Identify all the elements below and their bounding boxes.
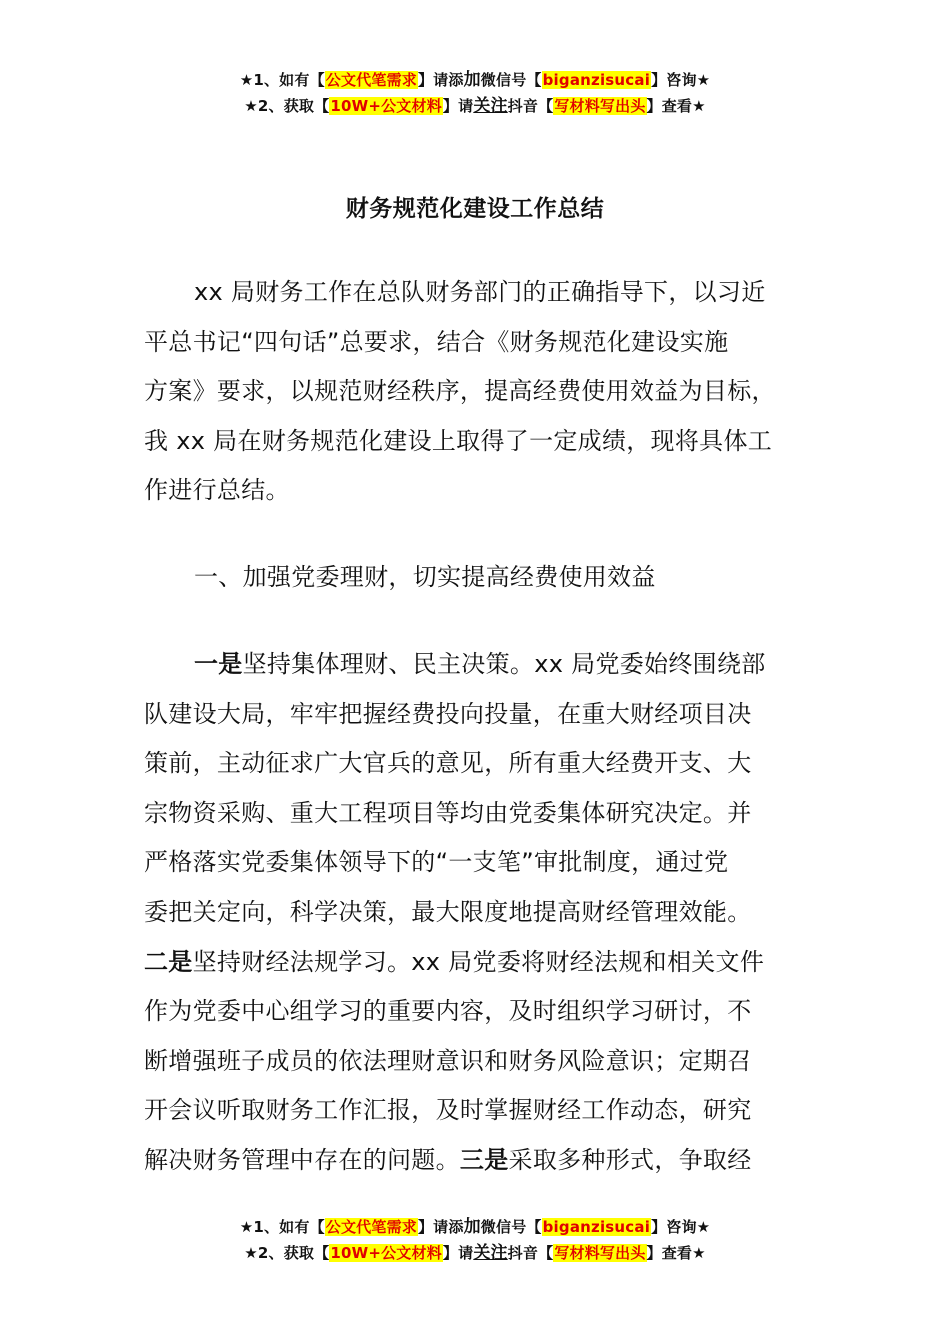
promo-line-2 (0, 1240, 950, 1266)
paragraph-line: 策前，主动征求广大官兵的意见，所有重大经费开支、大 (144, 749, 752, 778)
paragraph-line: 我 xx 局在财务规范化建设上取得了一定成绩，现将具体工 (144, 426, 773, 455)
paragraph-line: 开会议听取财务工作汇报，及时掌握财经工作动态，研究 (144, 1096, 752, 1125)
paragraph-line (144, 938, 809, 988)
paragraph-line: 队建设大局，牢牢把握经费投向投量，在重大财经项目决 (144, 699, 752, 728)
paragraph-line (144, 640, 809, 690)
paragraph-line (144, 1136, 809, 1186)
line-text: 采取多种形式，争取经 (508, 1145, 752, 1174)
promo-text: 】请 (442, 1244, 474, 1262)
section-heading-text: 一、加强党委理财，切实提高经费使用效益 (194, 563, 656, 591)
promo-text: ★2、获取【 (244, 97, 330, 115)
intro-paragraph (144, 268, 809, 516)
bottom-promo-banner (0, 1214, 950, 1266)
promo-text: 】请添 (417, 1218, 464, 1236)
promo-text: 抖音【 (507, 97, 554, 115)
paragraph-line: 宗物资采购、重大工程项目等均由党委集体研究决定。并 (144, 798, 752, 827)
promo-emphasis: 关注 (473, 1243, 508, 1263)
promo-emphasis: 关注 (473, 96, 508, 116)
promo-wechat-id: biganzisucai (542, 1218, 651, 1236)
promo-douyin-id: 写材料写出头 (554, 1244, 646, 1262)
paragraph-line: 方案》要求，以规范财经秩序，提高经费使用效益为目标， (144, 377, 776, 406)
promo-text: 】查看★ (646, 97, 706, 115)
promo-emphasis: 加 (463, 1217, 481, 1237)
line-text: 坚持财经法规学习。xx 局党委将财经法规和相关文件 (192, 947, 765, 976)
paragraph-line: 作进行总结。 (144, 476, 290, 505)
promo-text: ★1、如有【 (239, 71, 325, 89)
promo-douyin-id: 写材料写出头 (554, 97, 646, 115)
promo-highlight: 公文代笔需求 (325, 71, 417, 89)
promo-text: 】查看★ (646, 1244, 706, 1262)
document-title: 财务规范化建设工作总结 (345, 196, 605, 222)
paragraph-line: 委把关定向，科学决策，最大限度地提高财经管理效能。 (144, 897, 752, 926)
promo-emphasis: 加 (463, 70, 481, 90)
promo-text: 】咨询★ (651, 1218, 711, 1236)
paragraph-line: 严格落实党委集体领导下的“一支笔”审批制度，通过党 (144, 848, 729, 877)
section-heading (144, 553, 809, 603)
point-marker: 三是 (459, 1145, 509, 1174)
promo-text: 微信号【 (480, 71, 542, 89)
point-marker: 二是 (144, 947, 193, 976)
promo-text: 抖音【 (507, 1244, 554, 1262)
promo-text: 】咨询★ (651, 71, 711, 89)
paragraph-line: xx 局财务工作在总队财务部门的正确指导下，以习近 (194, 278, 766, 306)
promo-highlight: 公文代笔需求 (325, 1218, 417, 1236)
paragraph-line: 作为党委中心组学习的重要内容，及时组织学习研讨，不 (144, 997, 752, 1026)
promo-highlight: 10W+公文材料 (330, 97, 442, 115)
promo-text: 】请 (442, 97, 474, 115)
paragraph-line: 断增强班子成员的依法理财意识和财务风险意识；定期召 (144, 1046, 752, 1075)
promo-line-1 (0, 1214, 950, 1240)
line-text: 坚持集体理财、民主决策。xx 局党委始终围绕部 (242, 650, 766, 678)
promo-wechat-id: biganzisucai (542, 71, 651, 89)
section-paragraph (144, 640, 809, 1186)
point-marker: 一是 (194, 650, 243, 678)
promo-line-2 (0, 93, 950, 119)
promo-text: ★1、如有【 (239, 1218, 325, 1236)
promo-line-1 (0, 67, 950, 93)
paragraph-line: 平总书记“四句话”总要求，结合《财务规范化建设实施 (144, 327, 729, 356)
top-promo-banner (0, 67, 950, 119)
promo-text: 】请添 (417, 71, 464, 89)
promo-highlight: 10W+公文材料 (330, 1244, 442, 1262)
promo-text: ★2、获取【 (244, 1244, 330, 1262)
promo-text: 微信号【 (480, 1218, 542, 1236)
line-text: 解决财务管理中存在的问题。 (144, 1145, 460, 1174)
